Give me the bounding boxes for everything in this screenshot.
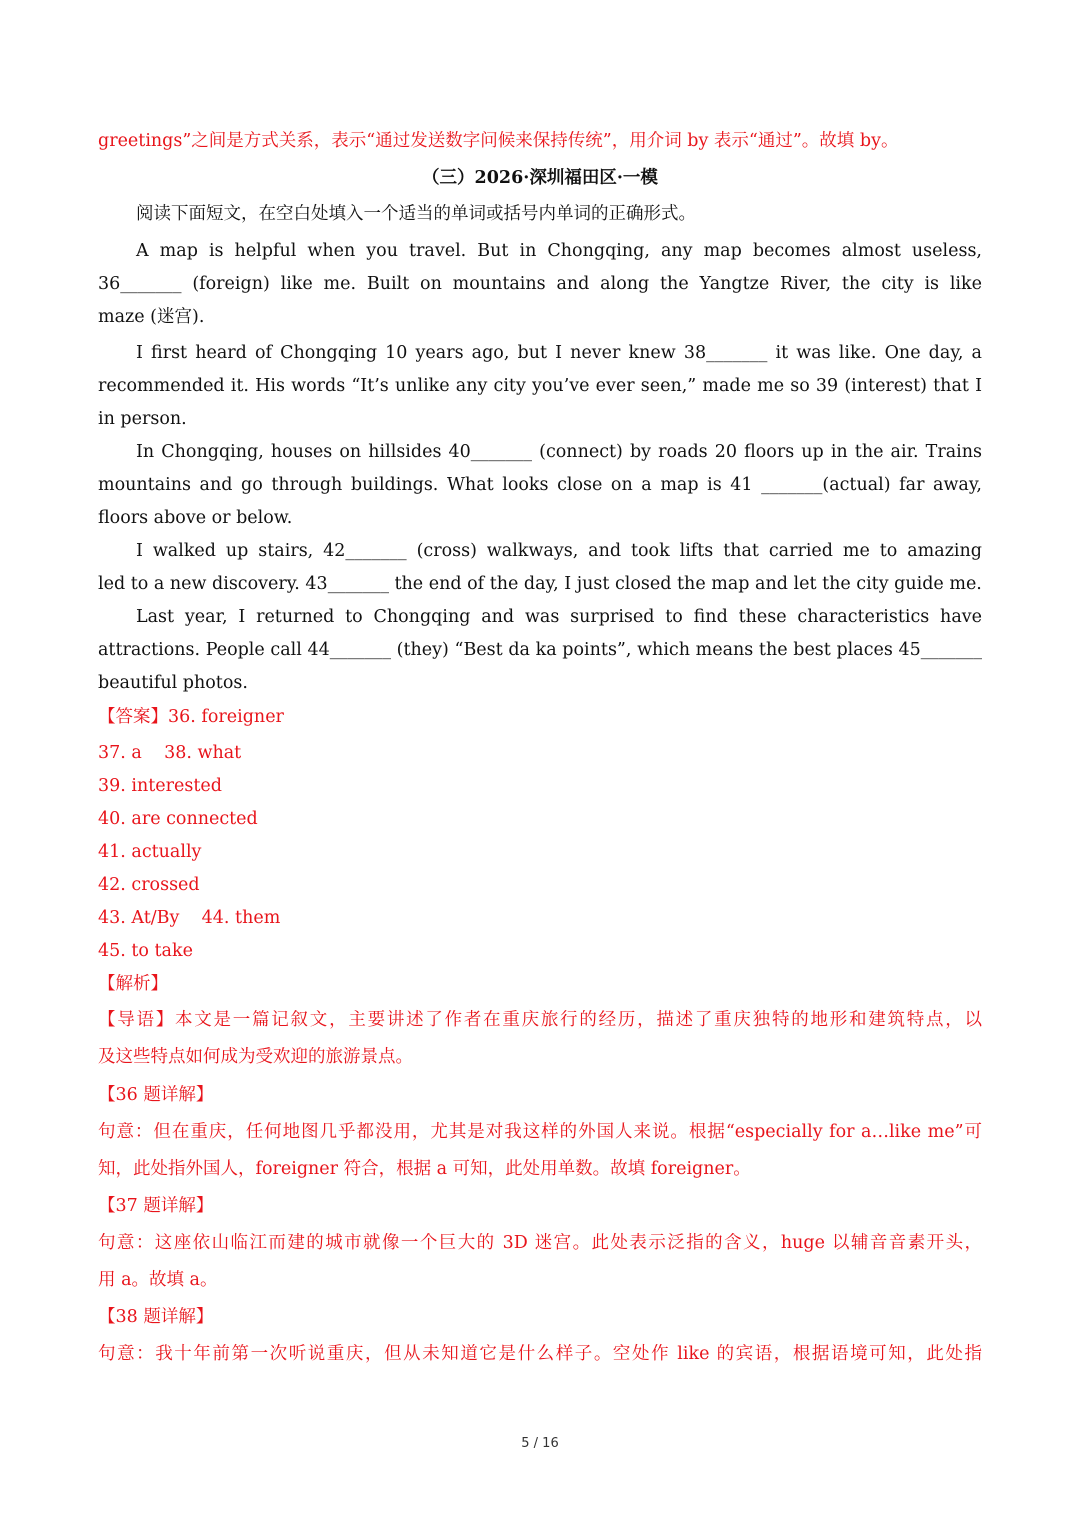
q37-label: 【37 题详解】 (98, 1196, 214, 1216)
passage-line: I first heard of Chongqing 10 years ago, but I never knew 38_______ it was like. One day, a (136, 343, 982, 363)
q37-explanation-line: 句意：这座依山临江而建的城市就像一个巨大的 3D 迷宫。此处表示泛指的含义，huge 以辅音音素开头， (98, 1233, 982, 1253)
answer-line: 43. At/By 44. them (98, 908, 281, 928)
answer-line: 【答案】36. foreigner (98, 707, 284, 727)
analysis-label: 【解析】 (98, 974, 168, 994)
passage-line: in person. (98, 409, 187, 429)
passage-line: floors above or below. (98, 508, 293, 528)
previous-explanation-line: greetings”之间是方式关系，表示“通过发送数字问候来保持传统”，用介词 by 表示“通过”。故填 by。 (98, 131, 899, 151)
passage-line: recommended it. His words “It’s unlike any city you’ve ever seen,” made me so 39 (interest) that I (98, 376, 982, 396)
answer-line: 39. interested (98, 776, 222, 796)
section-title: （三）2026·深圳福田区·一模 (422, 168, 658, 188)
guide-line: 及这些特点如何成为受欢迎的旅游景点。 (98, 1047, 413, 1067)
q36-explanation-line: 知，此处指外国人，foreigner 符合，根据 a 可知，此处用单数。故填 foreigner。 (98, 1159, 751, 1179)
passage-line: led to a new discovery. 43_______ the end of the day, I just closed the map and let the city guide me. (98, 574, 982, 594)
passage-line: 36_______ (foreign) like me. Built on mountains and along the Yangtze River, the city is like (98, 274, 982, 294)
passage-line: A map is helpful when you travel. But in Chongqing, any map becomes almost useless, (136, 241, 982, 261)
answer-line: 40. are connected (98, 809, 258, 829)
passage-line: Last year, I returned to Chongqing and was surprised to find these characteristics have (136, 607, 982, 627)
instruction: 阅读下面短文，在空白处填入一个适当的单词或括号内单词的正确形式。 (136, 204, 696, 224)
answer-line: 37. a 38. what (98, 743, 242, 763)
answer-line: 42. crossed (98, 875, 200, 895)
q37-explanation-line: 用 a。故填 a。 (98, 1270, 218, 1290)
passage-line: maze (迷宫). (98, 307, 205, 327)
passage-line: beautiful photos. (98, 673, 248, 693)
q38-explanation-line: 句意：我十年前第一次听说重庆，但从未知道它是什么样子。空处作 like 的宾语，根据语境可知，此处指 (98, 1344, 982, 1364)
page-number: 5 / 16 (521, 1436, 559, 1451)
passage-line: mountains and go through buildings. What looks close on a map is 41 _______(actual) far away, (98, 475, 982, 495)
guide-line: 【导语】本文是一篇记叙文，主要讲述了作者在重庆旅行的经历，描述了重庆独特的地形和建筑特点，以 (98, 1010, 982, 1030)
answer-line: 45. to take (98, 941, 193, 961)
q36-explanation-line: 句意：但在重庆，任何地图几乎都没用，尤其是对我这样的外国人来说。根据“especially for a…like me”可 (98, 1122, 982, 1142)
q38-label: 【38 题详解】 (98, 1307, 214, 1327)
q36-label: 【36 题详解】 (98, 1085, 214, 1105)
passage-line: In Chongqing, houses on hillsides 40_______ (connect) by roads 20 floors up in the air. Trains (136, 442, 982, 462)
passage-line: attractions. People call 44_______ (they) “Best da ka points”, which means the best places 45_______ (98, 640, 982, 660)
passage-line: I walked up stairs, 42_______ (cross) walkways, and took lifts that carried me to amazing (136, 541, 982, 561)
answer-line: 41. actually (98, 842, 202, 862)
